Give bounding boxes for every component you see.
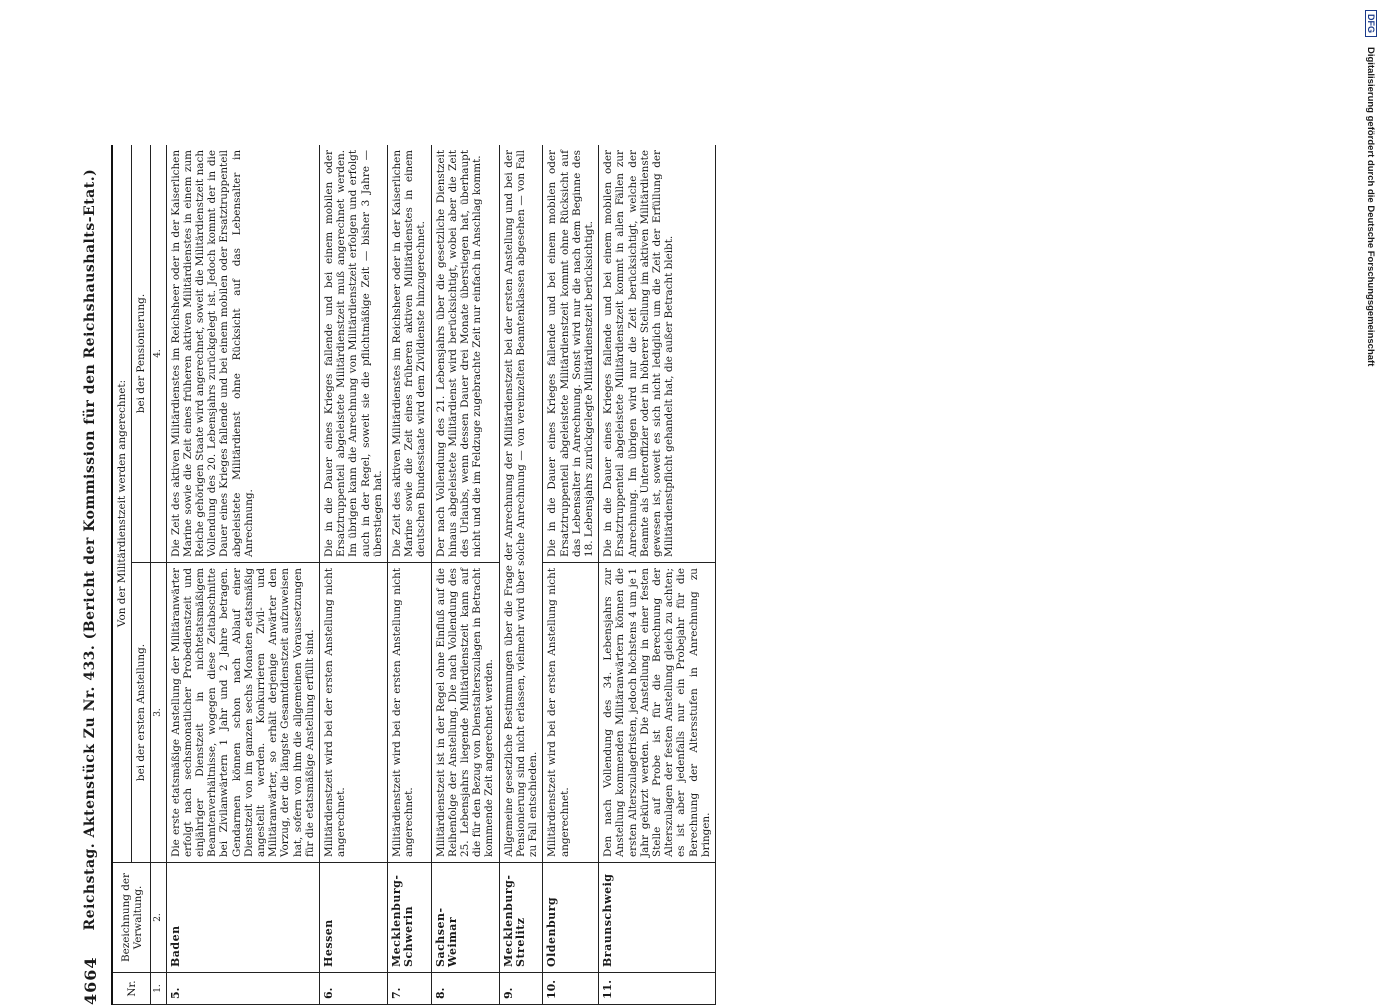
- row-anstellung: Die erste etatsmäßige Anstellung der Militäranwärter erfolgt nach sechsmonatlicher Probedienstzeit und einjähriger Dienstzeit in nichtetatsmäßigem Beamtenverhältnisse, wogegen diese Zeitabschnitte bei Zivilanwärtern 1 Jahr und 2 Jahre betragen. Gendarmen können schon nach Ablauf einer Dienstzeit von im ganzen sechs Monaten etatsmäßig angestellt werden. Konkurrieren Zivil- und Militäranwärter, so erhält derjenige Anwärter den Vorzug, der die längste Gesamtdienstzeit aufzuweisen hat, sofern von ihm die allgemeinen Voraussetzungen für die etatsmäßige Anstellung erfüllt sind.: [166, 563, 319, 863]
- row-verwaltung: Baden: [166, 863, 319, 973]
- col-header-pension: bei der Pensionierung.: [132, 145, 151, 563]
- military-service-table: [111, 145, 716, 1005]
- row-number: 9.: [499, 973, 543, 1005]
- row-verwaltung: Hessen: [320, 863, 388, 973]
- table-row: [599, 145, 716, 1005]
- dfg-logo: DFG: [1365, 10, 1377, 37]
- row-number: 8.: [431, 973, 499, 1005]
- col-number: 4.: [151, 145, 166, 563]
- row-verwaltung: Mecklenburg-Strelitz: [499, 863, 543, 973]
- row-pension: Die in die Dauer eines Krieges fallende und bei einem mobilen oder Ersatztruppenteil abgeleistete Militärdienstzeit kommt ohne Rücksicht auf das Lebensalter in Anrechnung. Sonst wird nur die nach dem Beginne des 18. Lebensjahrs zurückgelegte Militärdienstzeit berücksichtigt.: [543, 145, 599, 563]
- col-number: 2.: [151, 863, 166, 973]
- row-pension: Der nach Vollendung des 21. Lebensjahrs über die gesetzliche Dienstzeit hinaus abgeleistete Militärdienst wird berücksichtigt, wobei aber die Zeit des Urlaubs, wenn dessen Dauer drei Monate überstiegen hat, überhaupt nicht und die im Feldzuge zugebrachte Zeit nur einfach in Anschlag kommt.: [431, 145, 499, 563]
- row-anstellung: Militärdienstzeit wird bei der ersten Anstellung nicht angerechnet.: [543, 563, 599, 863]
- row-pension: Die Zeit des aktiven Militärdienstes im Reichsheer oder in der Kaiserlichen Marine sowie die Zeit eines früheren aktiven Militärdienstes in einem deutschen Bundesstaate wird dem Zivildienste hinzugerechnet.: [388, 145, 432, 563]
- rotated-page-content: [75, 145, 1275, 1005]
- row-anstellung: Militärdienstzeit wird bei der ersten Anstellung nicht angerechnet.: [388, 563, 432, 863]
- digitization-note: [1361, 10, 1381, 990]
- row-number: 7.: [388, 973, 432, 1005]
- col-header-nr: Nr.: [112, 973, 151, 1005]
- row-number: 11.: [599, 973, 716, 1005]
- digitization-text: Digitalisierung gefördert durch die Deutsche Forschungsgemeinschaft: [1365, 47, 1377, 367]
- row-number: 10.: [543, 973, 599, 1005]
- row-anstellung: Militärdienstzeit ist in der Regel ohne Einfluß auf die Reihenfolge der Anstellung. Die nach Vollendung des 25. Lebensjahrs liegende Militärdienstzeit kann auf die für den Bezug von Dienstalterszulagen in Betracht kommende Zeit angerechnet werden.: [431, 563, 499, 863]
- row-combined-note: Allgemeine gesetzliche Bestimmungen über die Frage der Anrechnung der Militärdienstzeit bei der ersten Anstellung und bei der Pensionierung sind nicht erlassen, vielmehr wird über solche Anrechnung — von vereinzelten Beamtenklassen abgesehen — von Fall zu Fall entschieden.: [499, 145, 543, 863]
- row-verwaltung: Braunschweig: [599, 863, 716, 973]
- row-pension: Die in die Dauer eines Krieges fallende und bei einem mobilen oder Ersatztruppenteil abgeleistete Militärdienstzeit muß angerechnet werden. Im übrigen kann die Anrechnung von Militärdienstzeit erfolgen und erfolgt auch in der Regel, soweit sie die pflichtmäßige Zeit — bisher 3 Jahre — überstiegen hat.: [320, 145, 388, 563]
- row-verwaltung: Sachsen-Weimar: [431, 863, 499, 973]
- row-verwaltung: Mecklenburg-Schwerin: [388, 863, 432, 973]
- row-anstellung: Den nach Vollendung des 34. Lebensjahrs zur Anstellung kommenden Militäranwärtern können die ersten Alterszulagefristen, jedoch höchstens 4 um je 1 Jahr gekürzt werden. Die Anstellung in einer festen Stelle auf Probe ist für die Berechnung der Alterszulagen der festen Anstellung gleich zu achten; es ist aber jedenfalls nur ein Probejahr für die Berechnung der Altersstufen in Anrechnung zu bringen.: [599, 563, 716, 863]
- col-number: 3.: [151, 563, 166, 863]
- group-header: Von der Militärdienstzeit werden angerechnet:: [112, 145, 132, 863]
- page-header: [75, 145, 105, 1005]
- row-verwaltung: Oldenburg: [543, 863, 599, 973]
- table-row: [543, 145, 599, 1005]
- col-number: 1.: [151, 973, 166, 1005]
- table-row: [431, 145, 499, 1005]
- table-row: [320, 145, 388, 1005]
- col-header-verwaltung: Bezeichnung der Verwaltung.: [112, 863, 151, 973]
- row-number: 6.: [320, 973, 388, 1005]
- table-row: [499, 145, 543, 1005]
- page-number: 4664: [80, 956, 100, 1005]
- table-row: [388, 145, 432, 1005]
- row-number: 5.: [166, 973, 319, 1005]
- row-pension: Die in die Dauer eines Krieges fallende und bei einem mobilen oder Ersatztruppenteil abgeleistete Militärdienstzeit kommt in allen Fällen zur Anrechnung. Im übrigen wird nur die Zeit berücksichtigt, welche der Beamte als Unteroffizier oder in höherer Stellung im aktiven Militärdienste gewesen ist, soweit es sich nicht lediglich um die Zeit der Erfüllung der Militärdienstpflicht gehandelt hat, die außer Betracht bleibt.: [599, 145, 716, 563]
- row-pension: Die Zeit des aktiven Militärdienstes im Reichsheer oder in der Kaiserlichen Marine sowie die Zeit eines früheren aktiven Militärdienstes in einem zum Reiche gehörigen Staate wird angerechnet, soweit die Militärdienstzeit nach Vollendung des 20. Lebensjahrs zurückgelegt ist. Jedoch kommt der in die Dauer eines Krieges fallende und bei einem mobilen oder Ersatztruppenteil abgeleistete Militärdienst ohne Rücksicht auf das Lebensalter in Anrechnung.: [166, 145, 319, 563]
- table-row: [166, 145, 319, 1005]
- row-anstellung: Militärdienstzeit wird bei der ersten Anstellung nicht angerechnet.: [320, 563, 388, 863]
- running-title: Reichstag. Aktenstück Zu Nr. 433. (Bericht der Kommission für den Reichshaushalts-Etat.): [82, 168, 98, 931]
- col-header-anstellung: bei der ersten Anstellung.: [132, 563, 151, 863]
